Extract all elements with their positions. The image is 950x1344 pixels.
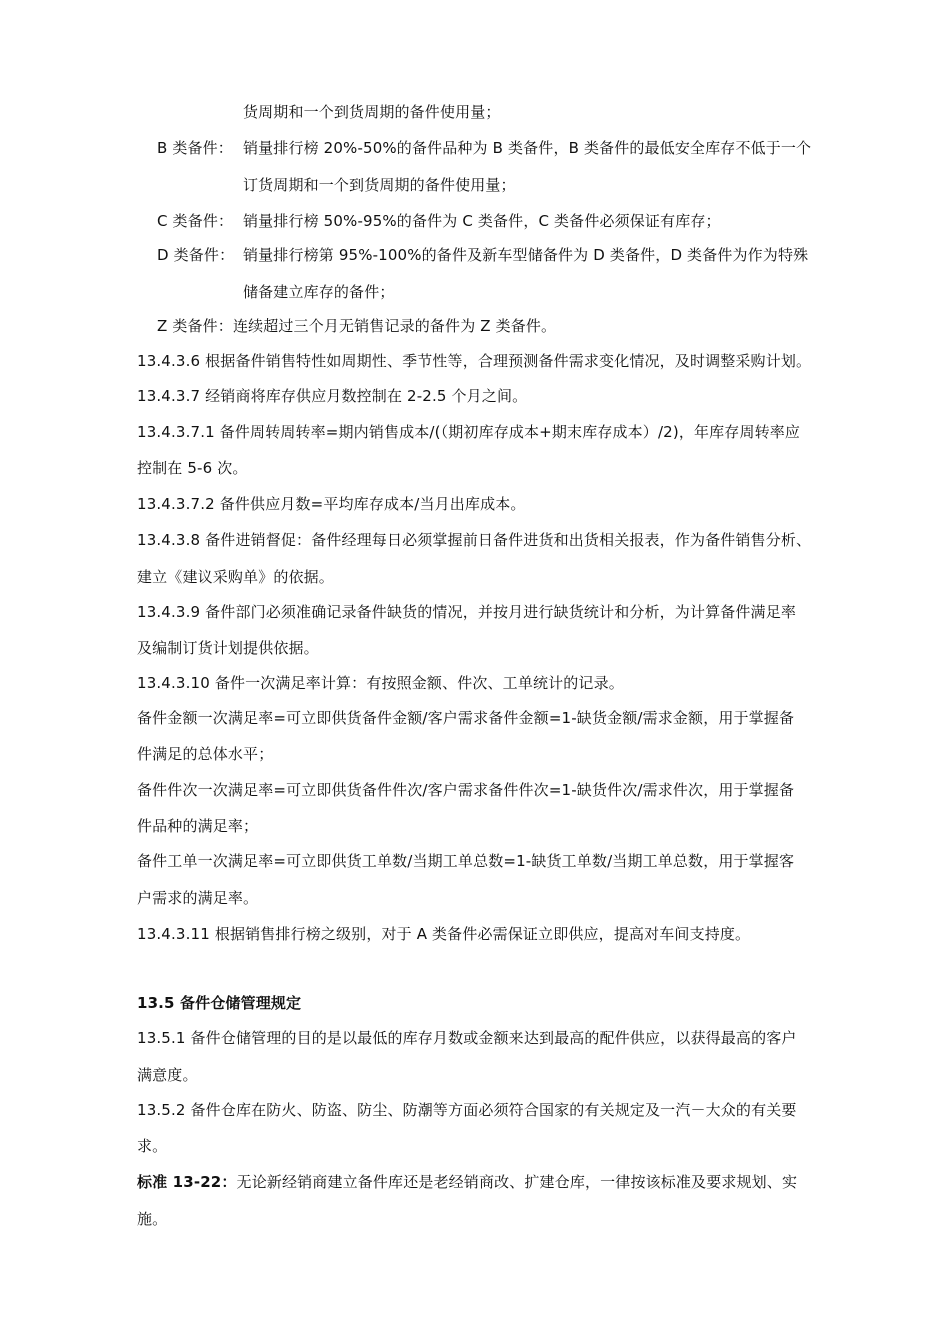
- text-line: 货周期和一个到货周期的备件使用量；: [243, 103, 501, 121]
- text-line: [157, 211, 721, 231]
- text-line: 及编制订货计划提供依据。: [137, 639, 319, 657]
- text-line: 件满足的总体水平；: [137, 745, 274, 763]
- text-line: 13.4.3.7.2 备件供应月数=平均库存成本/当月出库成本。: [137, 495, 526, 513]
- text-line: 备件件次一次满足率=可立即供货备件件次/客户需求备件件次=1-缺货件次/需求件次，用于掌握备: [137, 781, 795, 799]
- text-line: [137, 1172, 797, 1192]
- text-line: 备件金额一次满足率=可立即供货备件金额/客户需求备件金额=1-缺货金额/需求金额，用于掌握备: [137, 709, 795, 727]
- text-line: [157, 245, 808, 265]
- text-line: 储备建立库存的备件；: [243, 283, 395, 301]
- text-line: 订货周期和一个到货周期的备件使用量；: [243, 176, 516, 194]
- text-line: 户需求的满足率。: [137, 889, 259, 907]
- class-description: 销量排行榜第 95%-100%的备件及新车型储备件为 D 类备件，D 类备件为作为特殊: [243, 246, 809, 264]
- text-line: 13.4.3.7.1 备件周转周转率=期内销售成本/(（期初库存成本+期末库存成本）/2)，年库存周转率应: [137, 423, 801, 441]
- text-line: 13.5.2 备件仓库在防火、防盗、防尘、防潮等方面必须符合国家的有关规定及一汽－大众的有关要: [137, 1101, 797, 1119]
- text-line: 13.4.3.11 根据销售排行榜之级别，对于 A 类备件必需保证立即供应，提高对车间支持度。: [137, 925, 751, 943]
- text-line: 13.4.3.8 备件进销督促：备件经理每日必须掌握前日备件进货和出货相关报表，作为备件销售分析、: [137, 531, 812, 549]
- text-line: 13.4.3.7 经销商将库存供应月数控制在 2-2.5 个月之间。: [137, 387, 528, 405]
- text-line: 建立《建议采购单》的依据。: [137, 568, 334, 586]
- class-description: 销量排行榜 50%-95%的备件为 C 类备件，C 类备件必须保证有库存；: [243, 212, 721, 230]
- class-label: D 类备件：: [157, 246, 235, 264]
- section-heading: 13.5 备件仓储管理规定: [137, 994, 302, 1012]
- text-line: 控制在 5-6 次。: [137, 459, 248, 477]
- standard-label: 标准 13-22：: [137, 1173, 237, 1191]
- text-line: 求。: [137, 1137, 168, 1155]
- text-line: 施。: [137, 1210, 168, 1228]
- class-label: C 类备件：: [157, 212, 234, 230]
- text-line: 13.5.1 备件仓储管理的目的是以最低的库存月数或金额来达到最高的配件供应，以获得最高的客户: [137, 1029, 797, 1047]
- text-line: 13.4.3.9 备件部门必须准确记录备件缺货的情况，并按月进行缺货统计和分析，为计算备件满足率: [137, 603, 796, 621]
- text-line: 13.4.3.10 备件一次满足率计算：有按照金额、件次、工单统计的记录。: [137, 674, 624, 692]
- text-line: Z 类备件：连续超过三个月无销售记录的备件为 Z 类备件。: [157, 317, 557, 335]
- class-description: 销量排行榜 20%-50%的备件品种为 B 类备件，B 类备件的最低安全库存不低于一个: [243, 139, 812, 157]
- text-line: 13.4.3.6 根据备件销售特性如周期性、季节性等，合理预测备件需求变化情况，及时调整采购计划。: [137, 352, 812, 370]
- class-label: B 类备件：: [157, 139, 233, 157]
- text-line: 件品种的满足率；: [137, 817, 259, 835]
- text-line: [157, 138, 811, 158]
- standard-text: 无论新经销商建立备件库还是老经销商改、扩建仓库，一律按该标准及要求规划、实: [236, 1173, 798, 1191]
- text-line: 满意度。: [137, 1066, 198, 1084]
- text-line: 备件工单一次满足率=可立即供货工单数/当期工单总数=1-缺货工单数/当期工单总数，用于掌握客: [137, 852, 795, 870]
